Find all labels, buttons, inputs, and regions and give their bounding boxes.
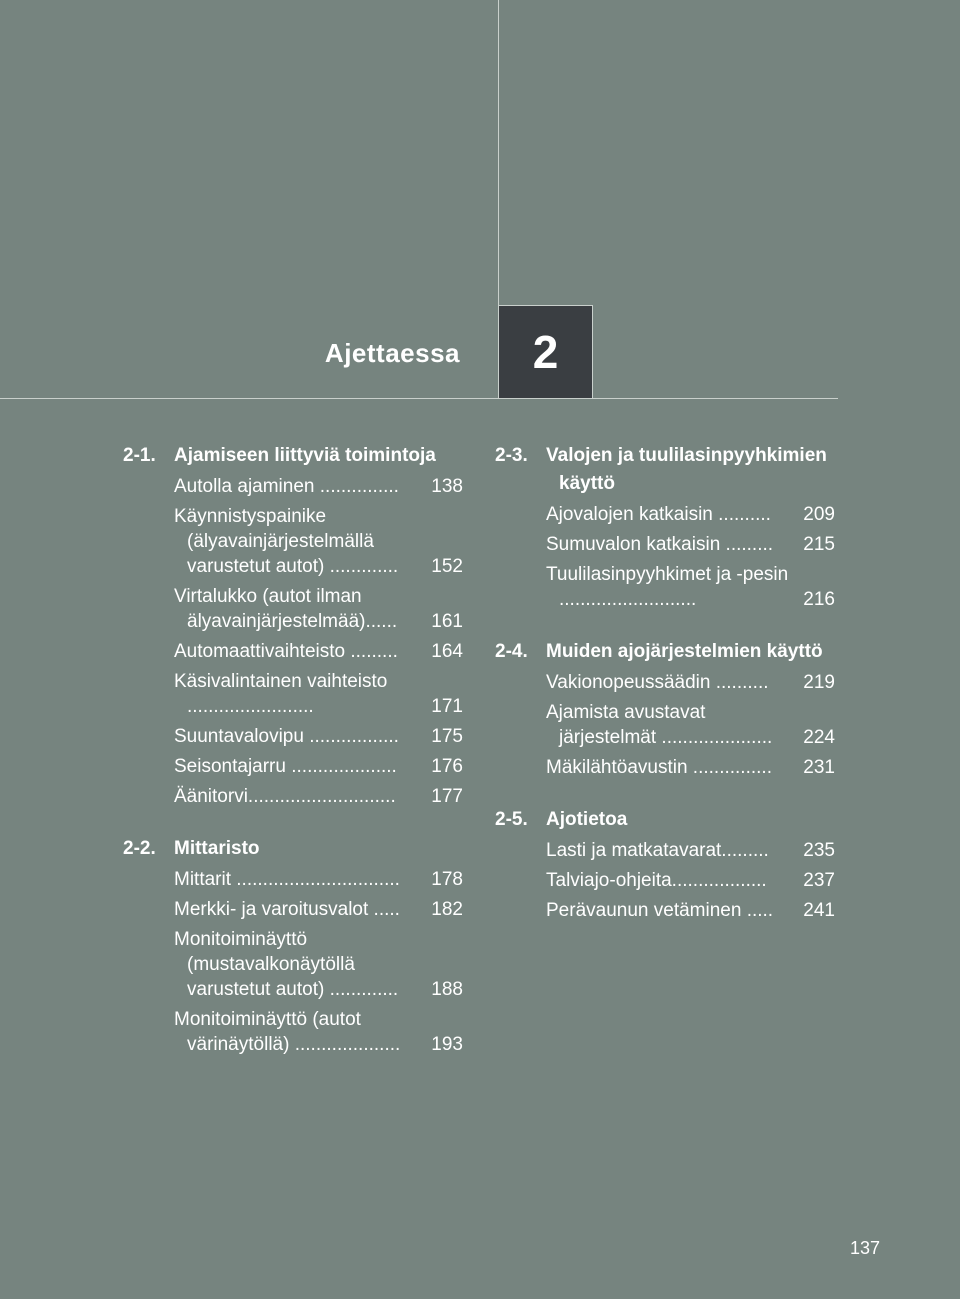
toc-entry[interactable] <box>546 532 835 557</box>
section-title: Ajamiseen liittyviä toimintoja <box>174 445 436 466</box>
toc-column-left <box>123 442 463 1083</box>
toc-entry-title: Ajamista avustavat järjestelmät ..................... <box>546 702 773 748</box>
toc-entry[interactable] <box>546 670 835 695</box>
toc-entry-title: Automaattivaihteisto ......... <box>174 641 398 662</box>
toc-entry[interactable] <box>546 562 835 612</box>
toc-entry-title: Perävaunun vetäminen ..... <box>546 900 774 921</box>
toc-entry-title: Sumuvalon katkaisin ......... <box>546 534 774 555</box>
toc-entry-title: Merkki- ja varoitusvalot ..... <box>174 899 400 920</box>
toc-entry-title: Käynnistyspainike (älyavainjärjestelmällä varustetut autot) ............. <box>174 506 399 577</box>
toc-entry-title: Käsivalintainen vaihteisto ........................ <box>174 671 388 717</box>
toc-entry-page: 138 <box>431 476 463 497</box>
toc-entry[interactable] <box>546 502 835 527</box>
chapter-number-box <box>498 305 593 399</box>
toc-entry-page: 164 <box>431 641 463 662</box>
section-number: 2-1. <box>123 445 156 466</box>
toc-entry-title: Tuulilasinpyyhkimet ja -pesin .......................... <box>546 564 789 610</box>
toc-entry[interactable] <box>174 897 463 922</box>
toc-entry[interactable] <box>174 474 463 499</box>
toc-entry[interactable] <box>546 868 835 893</box>
chapter-title: Ajettaessa <box>324 338 460 368</box>
toc-entry-page: 178 <box>431 869 463 890</box>
toc-entry-page: 241 <box>803 900 835 921</box>
section-title: Ajotietoa <box>546 809 628 830</box>
toc-entry-page: 216 <box>803 589 835 610</box>
toc-entry-title: Monitoiminäyttö (mustavalkonäytöllä varustetut autot) ............. <box>174 929 399 1000</box>
toc-entry[interactable] <box>174 724 463 749</box>
section-number: 2-4. <box>495 641 528 662</box>
section-title: Mittaristo <box>174 838 260 859</box>
divider-vertical <box>498 0 499 305</box>
toc-entry[interactable] <box>174 754 463 779</box>
section-heading[interactable] <box>495 638 835 666</box>
toc-entry[interactable] <box>546 838 835 863</box>
section-number: 2-5. <box>495 809 528 830</box>
toc-entry-page: 161 <box>431 611 463 632</box>
toc-entry-title: Mittarit ............................... <box>174 869 400 890</box>
toc-entry-page: 237 <box>803 870 835 891</box>
toc-entry-page: 188 <box>431 979 463 1000</box>
section-heading[interactable] <box>495 442 835 498</box>
toc-entry-title: Mäkilähtöavustin ............... <box>546 757 772 778</box>
toc-entry[interactable] <box>174 927 463 1002</box>
toc-entry[interactable] <box>174 504 463 579</box>
section-heading[interactable] <box>123 835 463 863</box>
toc-entry-page: 224 <box>803 727 835 748</box>
toc-entry[interactable] <box>546 755 835 780</box>
toc-section <box>123 442 463 809</box>
toc-entry-title: Monitoiminäyttö (autot värinäytöllä) .................... <box>174 1009 401 1055</box>
section-number: 2-2. <box>123 838 156 859</box>
toc-entry-title: Vakionopeussäädin .......... <box>546 672 769 693</box>
toc-section <box>495 806 835 923</box>
toc-section <box>495 442 835 612</box>
toc-entry-page: 219 <box>803 672 835 693</box>
toc-entry-page: 177 <box>431 786 463 807</box>
toc-entry[interactable] <box>174 784 463 809</box>
toc-entry-title: Lasti ja matkatavarat......... <box>546 840 769 861</box>
toc-entry[interactable] <box>174 867 463 892</box>
toc-entry-page: 215 <box>803 534 835 555</box>
toc-entry-title: Suuntavalovipu ................. <box>174 726 399 747</box>
toc-entry[interactable] <box>174 669 463 719</box>
chapter-number: 2 <box>532 326 559 378</box>
toc-entry-title: Talviajo-ohjeita.................. <box>546 870 767 891</box>
toc-entry[interactable] <box>174 639 463 664</box>
toc-entry-page: 182 <box>431 899 463 920</box>
divider-horizontal <box>0 398 838 399</box>
section-heading[interactable] <box>123 442 463 470</box>
toc-section <box>123 835 463 1057</box>
toc-entry-page: 176 <box>431 756 463 777</box>
toc-entry-title: Autolla ajaminen ............... <box>174 476 399 497</box>
section-title: Muiden ajojärjestelmien käyttö <box>546 641 823 662</box>
page-number: 137 <box>849 1238 880 1258</box>
toc-entry-page: 175 <box>431 726 463 747</box>
toc-column-right <box>495 442 835 949</box>
section-title: Valojen ja tuulilasinpyyhkimien käyttö <box>546 445 827 494</box>
section-number: 2-3. <box>495 445 528 466</box>
toc-entry[interactable] <box>546 898 835 923</box>
toc-entry-page: 209 <box>803 504 835 525</box>
toc-entry-title: Seisontajarru .................... <box>174 756 397 777</box>
toc-entry-title: Virtalukko (autot ilman älyavainjärjestelmää)...... <box>174 586 398 632</box>
toc-entry-page: 235 <box>803 840 835 861</box>
toc-entry[interactable] <box>174 584 463 634</box>
toc-entry[interactable] <box>546 700 835 750</box>
toc-entry-page: 152 <box>431 556 463 577</box>
toc-entry-page: 193 <box>431 1034 463 1055</box>
section-heading[interactable] <box>495 806 835 834</box>
toc-section <box>495 638 835 780</box>
toc-entry-page: 171 <box>431 696 463 717</box>
toc-entry-page: 231 <box>803 757 835 778</box>
toc-entry[interactable] <box>174 1007 463 1057</box>
toc-entry-title: Äänitorvi............................ <box>174 786 396 807</box>
toc-entry-title: Ajovalojen katkaisin .......... <box>546 504 771 525</box>
